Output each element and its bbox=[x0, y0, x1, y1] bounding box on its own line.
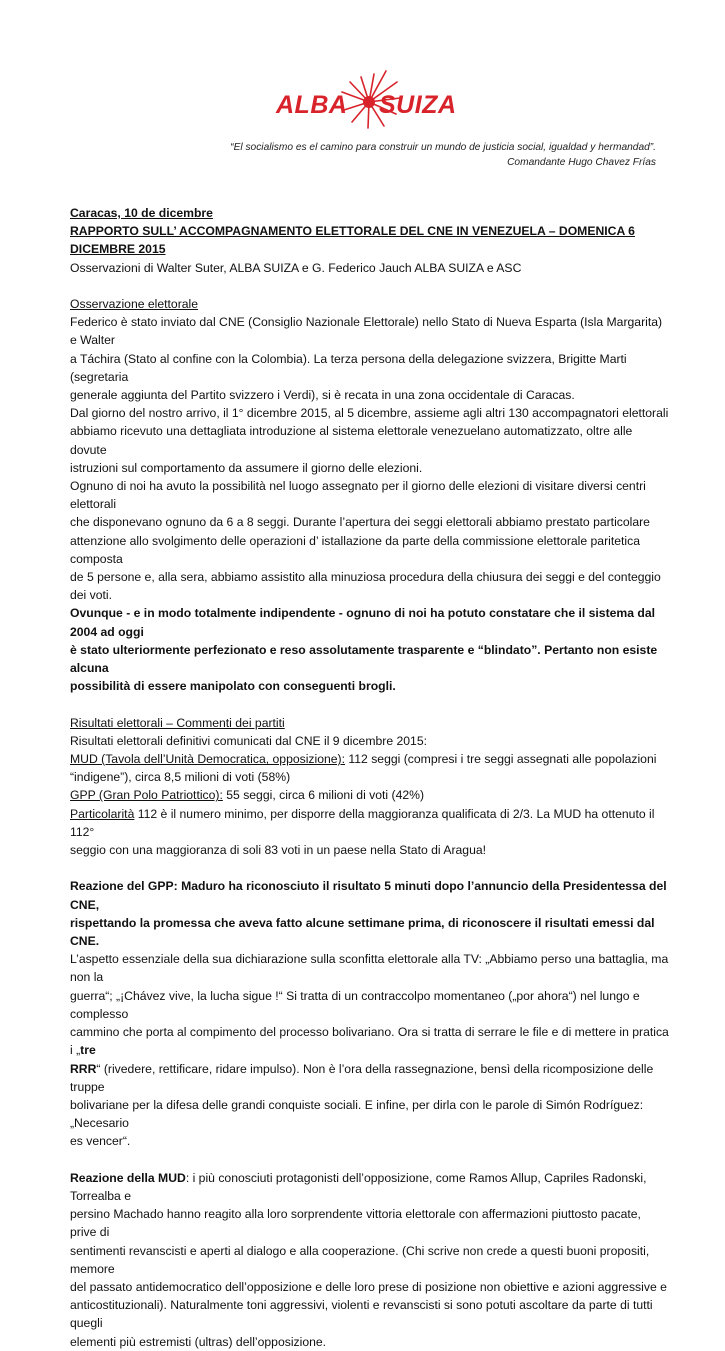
gpp-text: 55 seggi, circa 6 milioni di voti (42%) bbox=[222, 788, 425, 803]
paragraph-line: guerra“; „¡Chávez vive, la lucha sigue !“ Si tratta di un contraccolpo momentaneo („por ahora“) nel lungo e complesso bbox=[70, 988, 640, 1021]
particularity-label: Particolarità bbox=[70, 806, 135, 821]
mud-reaction-label: Reazione della MUD bbox=[70, 1170, 186, 1185]
paragraph-line: Federico è stato inviato dal CNE (Consiglio Nazionale Elettorale) nello Stato di Nueva Esparta (Isla Margarita) e Walter bbox=[70, 315, 663, 348]
mud-text: 112 seggi (compresi i tre seggi assegnati alle popolazioni bbox=[345, 752, 657, 767]
paragraph-line: “indigene”), circa 8,5 milioni di voti (58%) bbox=[70, 770, 291, 785]
document-title: RAPPORTO SULL’ ACCOMPAGNAMENTO ELETTORALE DEL CNE IN VENEZUELA – DOMENICA 6 DICEMBRE 2015 bbox=[70, 224, 635, 257]
paragraph-line: L’aspetto essenziale della sua dichiarazione sulla sconfitta elettorale alla TV: „Abbiamo perso una battaglia, ma non la bbox=[70, 952, 669, 985]
header-quote bbox=[230, 140, 656, 170]
paragraph-line: es vencer“. bbox=[70, 1134, 131, 1149]
paragraph-line: generale aggiunta del Partito svizzero i Verdi), si è recata in una zona occidentale di Caracas. bbox=[70, 388, 575, 403]
paragraph-line: che disponevano ognuno da 6 a 8 seggi. Durante l’apertura dei seggi elettorali abbiamo prestato particolare bbox=[70, 515, 650, 530]
mud-reaction-line bbox=[70, 1169, 670, 1205]
paragraph-line: del passato antidemocratico dell’opposizione e delle loro prese di posizione non obiettive e azioni aggressive e bbox=[70, 1279, 667, 1294]
bold-statement-line: possibilità di essere manipolato con conseguenti brogli. bbox=[70, 679, 396, 694]
paragraph-line: attenzione allo svolgimento delle operazioni d’ istallazione da parte della commissione elettorale paritetica composta bbox=[70, 533, 640, 566]
paragraph-line: istruzioni sul comportamento da assumere il giorno delle elezioni. bbox=[70, 460, 423, 475]
particularity-line bbox=[70, 805, 670, 841]
mud-result-line bbox=[70, 750, 670, 768]
paragraph-line: Dal giorno del nostro arrivo, il 1° dicembre 2015, al 5 dicembre, assieme agli altri 130 accompagnatori elettorali bbox=[70, 406, 669, 421]
paragraph-line bbox=[70, 1023, 670, 1059]
quote-text: “El socialismo es el camino para construir un mundo de justicia social, igualdad y hermandad”. bbox=[230, 142, 656, 153]
logo-word-suiza: SUIZA bbox=[379, 91, 457, 119]
paragraph-line: anticostituzionali). Naturalmente toni aggressivi, violenti e revanscisti si sono potuti ascoltare da parte di tutti quegli bbox=[70, 1298, 653, 1331]
paragraph-line: a Táchira (Stato al confine con la Colombia). La terza persona della delegazione svizzera, Brigitte Marti (segretaria bbox=[70, 351, 627, 384]
gpp-reaction-heading: Reazione del GPP: Maduro ha riconosciuto il risultato 5 minuti dopo l’annuncio della Presidentessa del CNE, bbox=[70, 879, 667, 912]
bold-tre: tre bbox=[80, 1043, 96, 1058]
paragraph-line: de 5 persone e, alla sera, abbiamo assistito alla minuziosa procedura della chiusura dei seggi e del conteggio dei voti. bbox=[70, 570, 661, 603]
line-text: cammino che porta al compimento del processo bolivariano. Ora si tratta di serrare le file e di mettere in pratica i „ bbox=[70, 1025, 669, 1058]
observers-line: Osservazioni di Walter Suter, ALBA SUIZA e G. Federico Jauch ALBA SUIZA e ASC bbox=[70, 260, 522, 275]
paragraph-line: Ognuno di noi ha avuto la possibilità nel luogo assegnato per il giorno delle elezioni di visitare diversi centri elettorali bbox=[70, 479, 646, 512]
paragraph-line: Risultati elettorali definitivi comunicati dal CNE il 9 dicembre 2015: bbox=[70, 733, 427, 748]
section-heading-results: Risultati elettorali – Commenti dei partiti bbox=[70, 715, 285, 730]
line-text: : i più conosciuti protagonisti dell’opposizione, come Ramos Allup, Capriles Radonski, Torrealba e bbox=[70, 1170, 647, 1203]
paragraph-line: sentimenti revanscisti e aperti al dialogo e alla cooperazione. (Chi scrive non crede a questi buoni propositi, memore bbox=[70, 1243, 650, 1276]
paragraph-line: seggio con una maggioranza di soli 83 voti in un paese nella Stato di Aragua! bbox=[70, 843, 487, 858]
bold-statement-line: Ovunque - e in modo totalmente indipendente - ognuno di noi ha potuto constatare che il sistema dal 2004 ad oggi bbox=[70, 606, 656, 639]
section-heading-observation: Osservazione elettorale bbox=[70, 297, 199, 311]
line-text: “ (rivedere, rettificare, ridare impulso). Non è l’ora della rassegnazione, bensì della ricomposizione delle truppe bbox=[70, 1061, 654, 1094]
gpp-label: GPP (Gran Polo Patriottico): bbox=[70, 788, 223, 803]
logo-word-alba: ALBA bbox=[276, 91, 348, 119]
bold-statement-line: è stato ulteriormente perfezionato e reso assolutamente trasparente e “blindato”. Pertanto non esiste alcuna bbox=[70, 642, 658, 676]
document-body bbox=[70, 204, 670, 1351]
alba-suiza-logo bbox=[272, 66, 462, 136]
gpp-result-line bbox=[70, 786, 670, 804]
dateline: Caracas, 10 de dicembre bbox=[70, 206, 213, 220]
gpp-reaction-heading: rispettando la promessa che aveva fatto alcune settimane prima, di riconoscere il risultati emessi dal CNE. bbox=[70, 915, 655, 949]
particularity-text: 112 è il numero minimo, per disporre della maggioranza qualificata di 2/3. La MUD ha ottenuto il 112° bbox=[70, 806, 655, 839]
mud-label: MUD (Tavola dell’Unità Democratica, opposizione): bbox=[70, 752, 346, 767]
paragraph-line: persino Machado hanno reagito alla loro sorprendente vittoria elettorale con affermazioni piuttosto pacate, prive di bbox=[70, 1207, 641, 1240]
bold-rrr: RRR bbox=[70, 1061, 97, 1076]
paragraph-line bbox=[70, 1060, 670, 1096]
quote-author: Comandante Hugo Chavez Frías bbox=[507, 157, 656, 168]
paragraph-line: abbiamo ricevuto una dettagliata introduzione al sistema elettorale venezuelano automatizzato, oltre alle dovute bbox=[70, 424, 633, 457]
paragraph-line: elementi più estremisti (ultras) dell’opposizione. bbox=[70, 1334, 327, 1349]
paragraph-line: bolivariane per la difesa delle grandi conquiste sociali. E infine, per dirla con le parole di Simón Rodríguez: „Necesario bbox=[70, 1097, 644, 1131]
